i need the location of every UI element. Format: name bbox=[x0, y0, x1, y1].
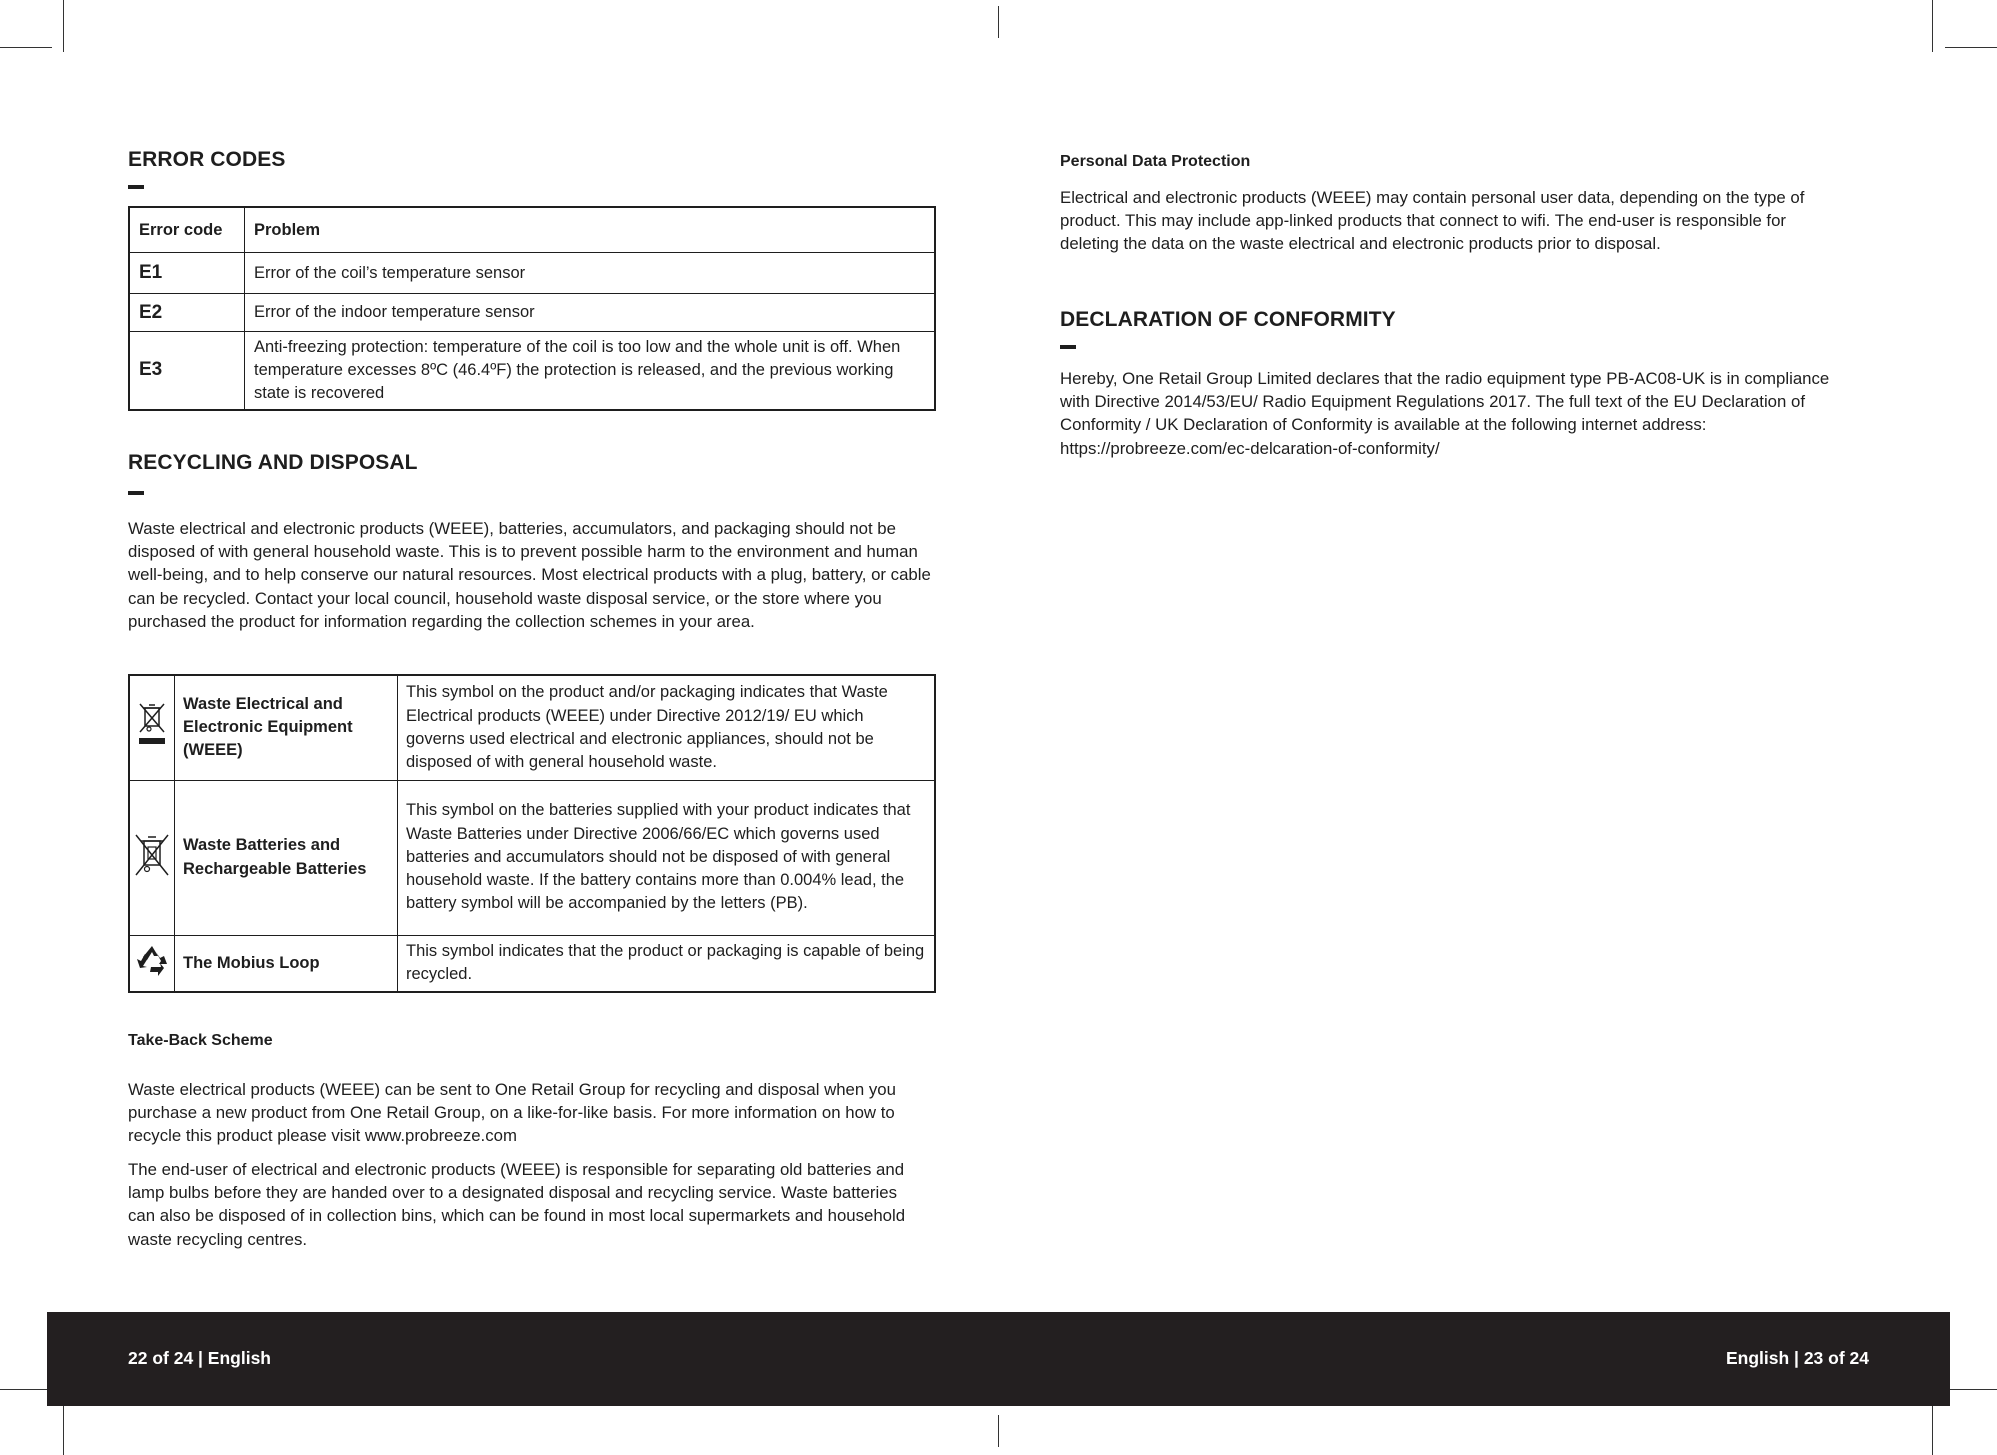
table-row bbox=[129, 675, 935, 780]
symbol-name: Waste Batteries and Rechargeable Batteries bbox=[175, 780, 398, 935]
take-back-heading: Take-Back Scheme bbox=[128, 1032, 273, 1049]
symbol-description: This symbol on the product and/or packaging indicates that Waste Electrical products (WEEE) under Directive 2012/19/ EU which governs used electrical and electronic appliances, should not be disposed of with general household waste. bbox=[398, 675, 936, 780]
heading-dash bbox=[128, 185, 144, 189]
battery-crossed-bin-icon bbox=[129, 780, 175, 935]
table-row bbox=[129, 332, 935, 410]
error-code: E1 bbox=[129, 253, 245, 294]
header-problem: Problem bbox=[245, 207, 936, 253]
symbol-description: This symbol indicates that the product or packaging is capable of being recycled. bbox=[398, 935, 936, 992]
crop-mark bbox=[1945, 47, 1997, 48]
error-code: E2 bbox=[129, 294, 245, 332]
recycling-intro: Waste electrical and electronic products (WEEE), batteries, accumulators, and packaging should not be disposed of with general household waste. This is to prevent possible harm to the environment and human well-being, and to help conserve our natural resources. Most electrical products with a plug, battery, or cable can be recycled. Contact your local council, household waste disposal service, or the store where you purchased the product for information regarding the collection schemes in your area. bbox=[128, 519, 931, 631]
error-problem: Error of the indoor temperature sensor bbox=[245, 294, 936, 332]
error-problem: Anti-freezing protection: temperature of the coil is too low and the whole unit is off. When temperature excesses 8ºC (46.4ºF) the protection is released, and the previous working state is recovered bbox=[245, 332, 936, 410]
table-row bbox=[129, 294, 935, 332]
symbol-name: Waste Electrical and Electronic Equipment (WEEE) bbox=[175, 675, 398, 780]
heading-dash bbox=[128, 491, 144, 495]
conformity-text: Hereby, One Retail Group Limited declares that the radio equipment type PB-AC08-UK is in compliance with Directive 2014/53/EU/ Radio Equipment Regulations 2017. The full text of the EU Declaration of Conformity / UK Declaration of Conformity is available at the following internet address: https://probreeze.com/ec-delcaration-of-conformity/ bbox=[1060, 369, 1830, 458]
crop-mark bbox=[0, 47, 52, 48]
error-code: E3 bbox=[129, 332, 245, 410]
error-codes-table bbox=[128, 206, 936, 411]
recycling-symbols-table bbox=[128, 674, 936, 993]
weee-crossed-bin-icon bbox=[129, 675, 175, 780]
crop-mark bbox=[1932, 0, 1933, 52]
crop-mark bbox=[63, 0, 64, 52]
symbol-description: This symbol on the batteries supplied with your product indicates that Waste Batteries under Directive 2006/66/EC which governs used batteries and accumulators should not be disposed of with general household waste. If the battery contains more than 0.004% lead, the battery symbol will be accompanied by the letters (PB). bbox=[398, 780, 936, 935]
right-page-number: English | 23 of 24 bbox=[1726, 1348, 1869, 1368]
heading-dash bbox=[1060, 345, 1076, 349]
symbol-name: The Mobius Loop bbox=[175, 935, 398, 992]
error-problem: Error of the coil’s temperature sensor bbox=[245, 253, 936, 294]
crop-mark bbox=[63, 1403, 64, 1455]
conformity-heading: DECLARATION OF CONFORMITY bbox=[1060, 308, 1396, 331]
crop-mark bbox=[998, 6, 999, 38]
personal-data-text: Electrical and electronic products (WEEE) may contain personal user data, depending on the type of product. This may include app-linked products that connect to wifi. The end-user is responsible for deleting the data on the waste electrical and electronic products prior to disposal. bbox=[1060, 188, 1805, 254]
take-back-paragraph-2: The end-user of electrical and electronic products (WEEE) is responsible for separating old batteries and lamp bulbs before they are handed over to a designated disposal and recycling service. Waste batteries can also be disposed of in collection bins, which can be found in most local supermarkets and household waste recycling centres. bbox=[128, 1160, 906, 1249]
table-row bbox=[129, 253, 935, 294]
crop-mark bbox=[1945, 1389, 1997, 1390]
page-footer bbox=[47, 1312, 1950, 1406]
crop-mark bbox=[0, 1389, 52, 1390]
crop-mark bbox=[1932, 1403, 1933, 1455]
personal-data-heading: Personal Data Protection bbox=[1060, 153, 1251, 170]
crop-mark bbox=[998, 1415, 999, 1447]
take-back-paragraph-1: Waste electrical products (WEEE) can be sent to One Retail Group for recycling and disposal when you purchase a new product from One Retail Group, on a like-for-like basis. For more information on how to recycle this product please visit www.probreeze.com bbox=[128, 1080, 896, 1146]
mobius-loop-icon bbox=[129, 935, 175, 992]
error-codes-heading: ERROR CODES bbox=[128, 148, 286, 171]
header-error-code: Error code bbox=[129, 207, 245, 253]
recycling-heading: RECYCLING AND DISPOSAL bbox=[128, 451, 418, 474]
table-row bbox=[129, 780, 935, 935]
table-row bbox=[129, 935, 935, 992]
table-header-row bbox=[129, 207, 935, 253]
left-page-number: 22 of 24 | English bbox=[128, 1348, 271, 1368]
